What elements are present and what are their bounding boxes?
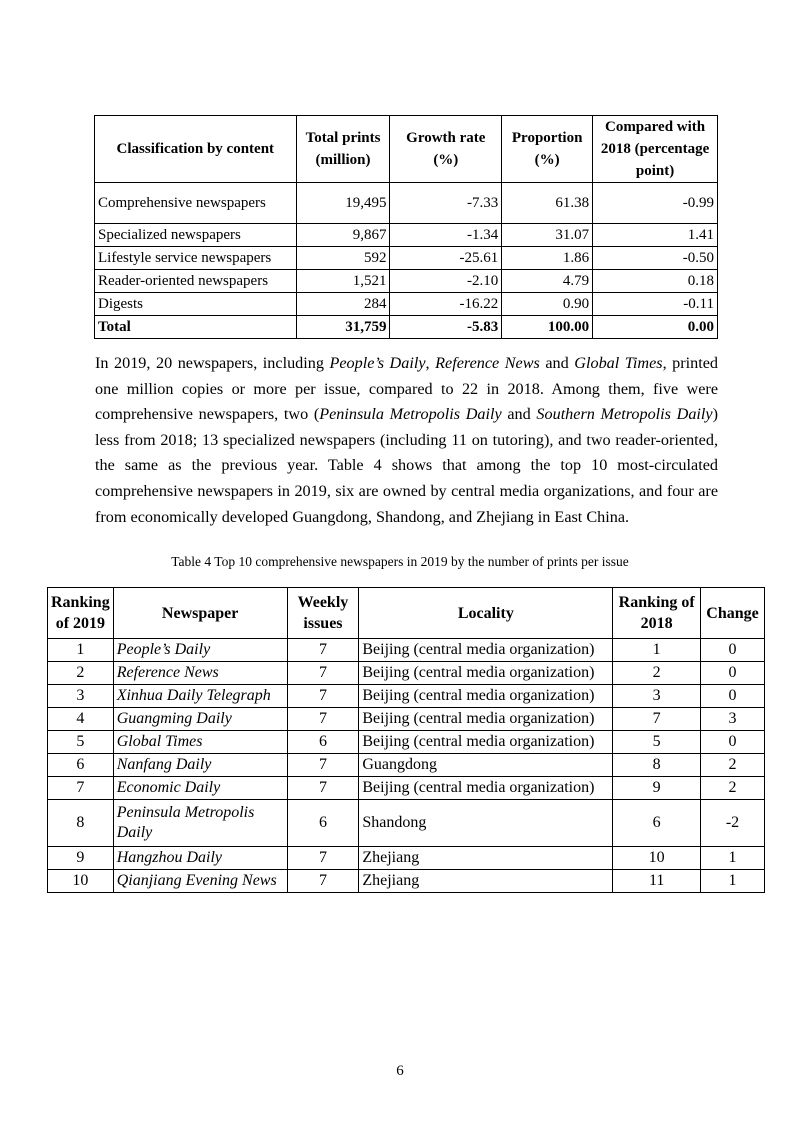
table-row [95,247,718,270]
text-segment: ) less from 2018; 13 specialized newspapers (including 11 on tutoring), and two reader-oriented, the same as the previous year. Table 4 shows that among the top 10 most-circulated comprehensive newspapers in 2019, six are owned by central media organizations, and four are from economically developed Guangdong, Shandong, and Zhejiang in East China. [95,405,718,526]
cell-compared-2018: 0.18 [593,270,718,293]
table-row [48,800,765,847]
cell-total-prints: 31,759 [296,316,390,339]
table-row [48,685,765,708]
text-segment: and [539,354,575,372]
cell-locality: Beijing (central media organization) [359,685,613,708]
cell-ranking-2019: 8 [48,800,114,847]
cell-change: 3 [701,708,765,731]
cell-ranking-2018: 1 [613,639,701,662]
cell-total-prints: 592 [296,247,390,270]
total-row [95,316,718,339]
table-header-row [48,588,765,639]
cell-change: -2 [701,800,765,847]
cell-ranking-2019: 4 [48,708,114,731]
newspaper-title: Global Times [574,354,663,372]
cell-newspaper: Reference News [113,662,287,685]
cell-change: 2 [701,754,765,777]
cell-proportion: 1.86 [502,247,593,270]
cell-growth-rate: -25.61 [390,247,502,270]
cell-classification: Lifestyle service newspapers [95,247,297,270]
cell-change: 1 [701,847,765,870]
cell-weekly-issues: 7 [287,708,359,731]
cell-ranking-2019: 9 [48,847,114,870]
table-row [95,183,718,224]
text-segment: In 2019, 20 newspapers, including [95,354,330,372]
cell-ranking-2018: 2 [613,662,701,685]
body-paragraph [95,351,718,530]
header-change: Change [701,588,765,639]
cell-newspaper: Xinhua Daily Telegraph [113,685,287,708]
header-locality: Locality [359,588,613,639]
cell-ranking-2018: 11 [613,870,701,893]
header-proportion: Proportion (%) [502,116,593,183]
header-classification: Classification by content [95,116,297,183]
cell-change: 1 [701,870,765,893]
cell-growth-rate: -7.33 [390,183,502,224]
cell-weekly-issues: 7 [287,685,359,708]
header-compared-2018: Compared with 2018 (percentage point) [593,116,718,183]
newspaper-title: Reference News [435,354,540,372]
text-segment: , [425,354,436,372]
header-total-prints: Total prints (million) [296,116,390,183]
cell-proportion: 4.79 [502,270,593,293]
cell-change: 0 [701,639,765,662]
cell-total-prints: 19,495 [296,183,390,224]
table-row [48,731,765,754]
cell-ranking-2018: 5 [613,731,701,754]
cell-ranking-2018: 3 [613,685,701,708]
cell-locality: Zhejiang [359,870,613,893]
cell-locality: Beijing (central media organization) [359,662,613,685]
cell-newspaper: Global Times [113,731,287,754]
cell-locality: Beijing (central media organization) [359,731,613,754]
cell-proportion: 100.00 [502,316,593,339]
cell-proportion: 31.07 [502,224,593,247]
newspaper-title: People’s Daily [329,354,426,372]
newspaper-title: Peninsula Metropolis Daily [319,405,502,424]
cell-weekly-issues: 7 [287,754,359,777]
cell-growth-rate: -5.83 [390,316,502,339]
text-segment: , printed one million copies or more per issue, compared to 22 in 2018. Among them, five were comprehensive newspapers, two ( [95,354,719,424]
cell-weekly-issues: 7 [287,777,359,800]
cell-compared-2018: 1.41 [593,224,718,247]
header-newspaper: Newspaper [113,588,287,639]
cell-locality: Beijing (central media organization) [359,777,613,800]
cell-ranking-2018: 9 [613,777,701,800]
cell-newspaper: Nanfang Daily [113,754,287,777]
cell-classification: Specialized newspapers [95,224,297,247]
cell-locality: Guangdong [359,754,613,777]
cell-ranking-2019: 5 [48,731,114,754]
cell-change: 2 [701,777,765,800]
cell-ranking-2018: 10 [613,847,701,870]
cell-locality: Zhejiang [359,847,613,870]
cell-compared-2018: -0.50 [593,247,718,270]
cell-weekly-issues: 7 [287,847,359,870]
table-row [48,847,765,870]
cell-compared-2018: -0.99 [593,183,718,224]
content-classification-table [94,115,718,339]
table-row [95,293,718,316]
cell-weekly-issues: 6 [287,731,359,754]
cell-classification: Reader-oriented newspapers [95,270,297,293]
cell-proportion: 0.90 [502,293,593,316]
cell-ranking-2018: 8 [613,754,701,777]
cell-change: 0 [701,685,765,708]
cell-change: 0 [701,662,765,685]
cell-locality: Beijing (central media organization) [359,639,613,662]
table-row [48,639,765,662]
cell-newspaper: Hangzhou Daily [113,847,287,870]
cell-total-prints: 284 [296,293,390,316]
newspaper-title: Southern Metropolis Daily [536,405,713,424]
table-row [48,777,765,800]
table-row [48,708,765,731]
header-weekly-issues: Weekly issues [287,588,359,639]
cell-ranking-2018: 7 [613,708,701,731]
table-caption: Table 4 Top 10 comprehensive newspapers in 2019 by the number of prints per issue [171,554,629,569]
cell-ranking-2019: 10 [48,870,114,893]
header-ranking-2018: Ranking of 2018 [613,588,701,639]
cell-classification: Digests [95,293,297,316]
table-row [48,662,765,685]
cell-newspaper: Peninsula Metropolis Daily [113,800,287,847]
table-header-row [95,116,718,183]
table-row [95,270,718,293]
cell-weekly-issues: 7 [287,870,359,893]
cell-growth-rate: -16.22 [390,293,502,316]
text-segment: and [501,405,537,424]
header-ranking-2019: Ranking of 2019 [48,588,114,639]
cell-ranking-2019: 3 [48,685,114,708]
cell-ranking-2019: 6 [48,754,114,777]
table-row [95,224,718,247]
table-row [48,870,765,893]
page-number: 6 [396,1063,404,1079]
cell-newspaper: Economic Daily [113,777,287,800]
cell-growth-rate: -1.34 [390,224,502,247]
cell-ranking-2019: 1 [48,639,114,662]
header-growth-rate: Growth rate (%) [390,116,502,183]
cell-compared-2018: 0.00 [593,316,718,339]
cell-weekly-issues: 7 [287,639,359,662]
cell-classification: Comprehensive newspapers [95,183,297,224]
table-row [48,754,765,777]
cell-growth-rate: -2.10 [390,270,502,293]
cell-newspaper: People’s Daily [113,639,287,662]
cell-ranking-2019: 2 [48,662,114,685]
cell-weekly-issues: 7 [287,662,359,685]
cell-newspaper: Guangming Daily [113,708,287,731]
cell-weekly-issues: 6 [287,800,359,847]
top-newspapers-table [47,587,765,893]
cell-total-prints: 9,867 [296,224,390,247]
cell-ranking-2019: 7 [48,777,114,800]
cell-proportion: 61.38 [502,183,593,224]
cell-ranking-2018: 6 [613,800,701,847]
cell-classification: Total [95,316,297,339]
cell-change: 0 [701,731,765,754]
cell-newspaper: Qianjiang Evening News [113,870,287,893]
cell-compared-2018: -0.11 [593,293,718,316]
cell-locality: Beijing (central media organization) [359,708,613,731]
cell-total-prints: 1,521 [296,270,390,293]
cell-locality: Shandong [359,800,613,847]
